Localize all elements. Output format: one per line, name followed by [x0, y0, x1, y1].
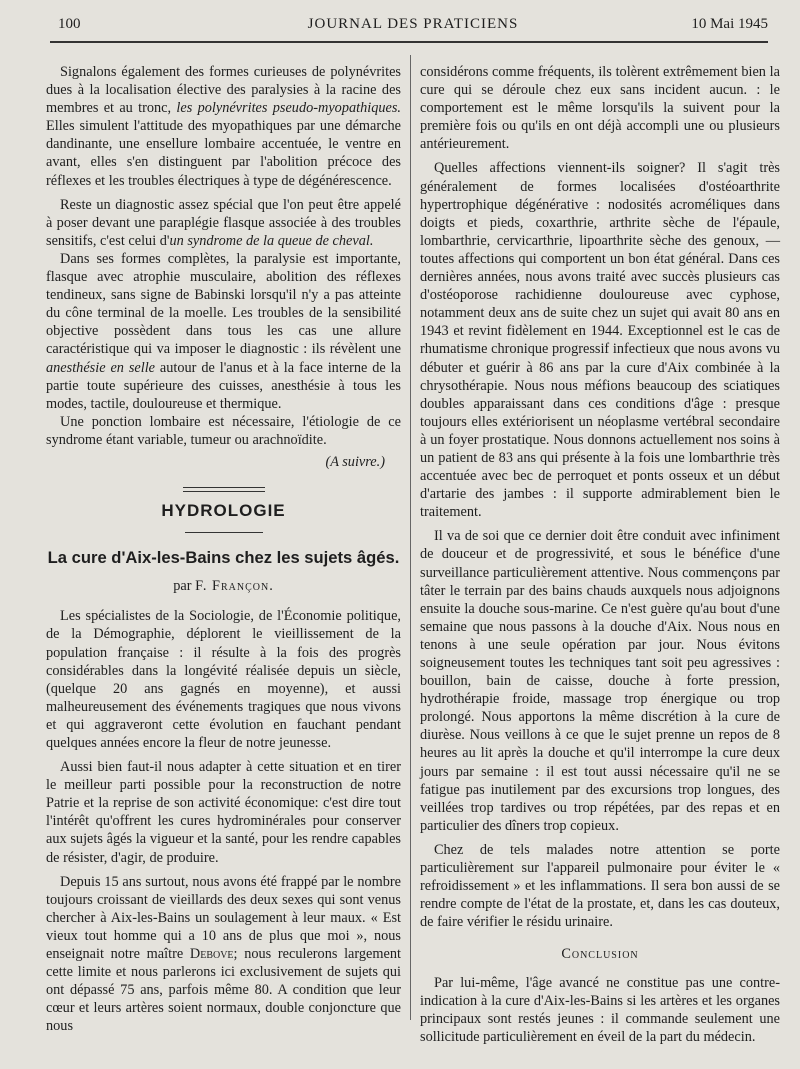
paragraph: Signalons également des formes curieuses de polynévrites dues à la localisation élective des paralysies à la racine des membres et au tronc, les polynévrites pseudo-myopathiques. Elles simulent l'attitude des myopathiques par une démarche dandinante, une ensellure lombaire accentuée, le ventre en avant, elles s'en distinguent par l'abolition précoce des réflexes et les troubles électriques à type de dégénérescence.: [46, 64, 402, 189]
author-name: F. Françon.: [195, 578, 274, 595]
paragraph: Dans ses formes complètes, la paralysie est importante, flasque avec atrophie musculaire, abolition des réflexes tendineux, sans signe de Babinski lorsqu'il n'y a pas atteinte du cône terminal de la moelle. Les troubles de la sensibilité objective possèdent dans tous les cas une allure caractéristique qui va imposer le diagnostic : ils révèlent une anesthésie en selle autour de l'anus et à la face interne de la partie toute supérieure des cuisses, anesthésie à tous les modes, tactile, douloureuse et thermique.: [46, 250, 401, 412]
conclusion-heading: Conclusion: [561, 946, 639, 963]
paragraph: Depuis 15 ans surtout, nous avons été frappé par le nombre toujours croissant de vieillards des deux sexes qui sont venus chercher à Aix-les-Bains un soulagement à leur maux. « Est vieux tout homme qui a 10 ans de plus que moi », nous enseignait notre maître Debove; nous reculerons largement cette limite et nous parlerons ici exclusivement de sujets qui ont dépassé 75 ans, parfois même 80. A condition que leur cœur et leurs artères soient normaux, double conjoncture que nous: [46, 873, 401, 1035]
section-rule: [185, 532, 263, 533]
paragraph: Une ponction lombaire est nécessaire, l'étiologie de ce syndrome étant variable, tumeur ou arachnoïdite.: [46, 413, 401, 448]
running-header: [58, 16, 768, 38]
left-column: [46, 63, 401, 1036]
paragraph: Aussi bien faut-il nous adapter à cette situation et en tirer le meilleur parti possible pour la reconstruction de notre Patrie et la reprise de son activité économique: c'est dire tout l'intérêt qu'offrent les cures hydrominérales pour conserver aux sujets âgés la vigueur et la santé, pour les rendre capables de résister, d'agir, de produire.: [46, 759, 401, 866]
issue-date: 10 Mai 1945: [691, 16, 768, 32]
section-title: HYDROLOGIE: [161, 501, 286, 521]
paragraph: Il va de soi que ce dernier doit être conduit avec infiniment de douceur et de progressivité, et sous le bénéfice d'une surveillance particulièrement attentive. Nous commençons par tâter le terrain par des bains chauds auxquels nous adjoignons ensuite la douche sous-marine. Ce n'est guère qu'au bout d'une semaine que nous passons à la douche d'Aix. Nous nous en tenons à une seule opération par jour. Nous évitons soigneusement toutes les techniques tant soit peu agressives : bouillon, bain de caisse, douche à forte pression, hydrothérapie froide, massage trop énergique ou trop prolongé. Nous apportons la même discrétion à la cure de diurèse. Nous veillons à ce que le sujet prenne un repos de 8 heures au lit après la douche et qu'il interrompe la cure deux jours par semaine : il est tout aussi nécessaire qu'il ne se fatigue pas inutilement par des excursions trop longues, des veillées trop tardives ou trop répétées, par des repas et en particulier des dîners trop copieux.: [420, 528, 780, 834]
to-be-continued: (A suivre.): [325, 453, 385, 470]
right-column: [420, 63, 780, 1046]
article-title: La cure d'Aix-les-Bains chez les sujets âgés.: [47, 548, 400, 568]
column-divider: [410, 55, 411, 1020]
paragraph: Chez de tels malades notre attention se porte particulièrement sur l'appareil pulmonaire pour éviter le « refroidissement » et les inflammations. Il sera bon aussi de se rendre compte de l'état de la prostate, et, dans les cas douteux, de faire vérifier le résidu urinaire.: [420, 841, 780, 931]
header-rule: [50, 41, 768, 43]
paragraph: considérons comme fréquents, ils tolèrent extrêmement bien la cure qui se déroule chez eux sans incident aucun. : le comportement est le même lorsqu'ils la suivent pour la première fois ou qu'ils en ont déjà accompli une ou plusieurs antérieurement.: [420, 64, 780, 153]
section-double-rule: [183, 487, 265, 492]
byline: par F. Françon.: [173, 578, 274, 595]
paragraph: Quelles affections viennent-ils soigner? Il s'agit très généralement de formes localisées d'ostéoarthrite hypertrophique dégénérative : nodosités acroméliques dans doigts et pieds, coxarthrie, arthrite sèche de l'épaule, lombarthrie, cervicarthrie, lipoarthrite sèche des genoux, — toutes affections qui comportent un bon état général. Dans ces dernières années, nous avons traité avec succès plusieurs cas d'ostéoporose rachidienne douloureuse avec cyphose, notamment deux ans de suite chez un sujet qui avait 80 ans en 1943 et revint fidèlement en 1944. Exceptionnel est le cas de rhumatisme chronique progressif infectieux que nous avons vu débuter et guérir à 86 ans par la cure d'Aix combinée à la chrysothérapie. Nous nous méfions beaucoup des sciatiques doubles apparaissant dans ces conditions d'âge : presque toujours elles extériorisent un néoplasme vertébral secondaire à un foyer prostatique. Nous donnons actuellement nos soins à un patient de 83 ans qui présente à la fois une lombarthrie très accentuée avec bec de perroquet et ponts osseux et un début d'artarie des jambes : il supporte admirablement bien le traitement.: [420, 160, 780, 521]
journal-title: JOURNAL DES PRATICIENS: [307, 16, 519, 32]
paragraph: Les spécialistes de la Sociologie, de l'Économie politique, de la Démographie, déplorent le vieillissement de la population française : il résulte à la fois des progrès considérables dans la longévité réalisée depuis un siècle, (quelque 20 ans gagnés en moyenne), et aussi malheureusement des événements tragiques que nous vivons et qui aggraveront cette évolution en fauchant pendant quelques années encore la fleur de notre jeunesse.: [46, 608, 401, 751]
paragraph: Reste un diagnostic assez spécial que l'on peut être appelé à poser devant une paraplégie flasque associée à des troubles sensitifs, c'est celui d'un syndrome de la queue de cheval.: [46, 196, 401, 249]
page-number: 100: [58, 16, 81, 32]
paragraph: Par lui-même, l'âge avancé ne constitue pas une contre-indication à la cure d'Aix-les-Bains si les artères et les organes principaux sont restés jeunes : il commande seulement une sollicitude particulièrement en éveil de la part du médecin.: [420, 974, 780, 1045]
